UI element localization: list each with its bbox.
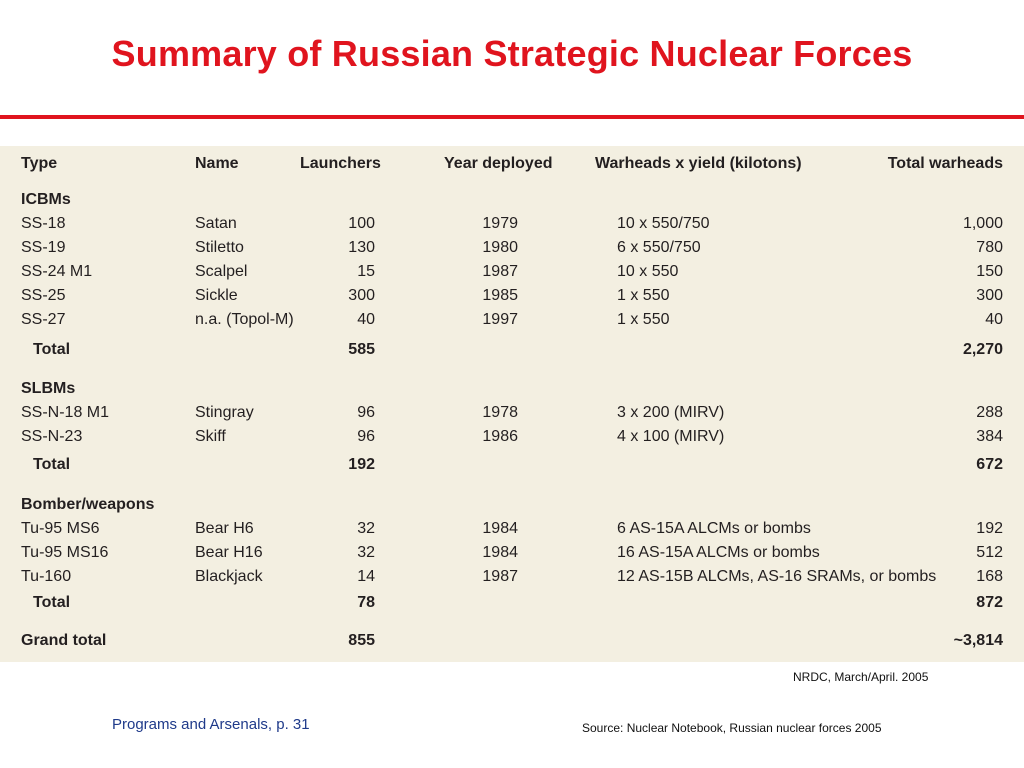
- cell-year: 1984: [482, 544, 518, 561]
- cell-launchers: 130: [348, 239, 375, 256]
- subtotal-row-bomber: [0, 591, 1024, 615]
- cell-warheads: 12 AS-15B ALCMs, AS-16 SRAMs, or bombs: [617, 568, 937, 585]
- programs-link[interactable]: Programs and Arsenals, p. 31: [112, 716, 310, 733]
- cell-year: 1978: [482, 404, 518, 421]
- subtotal-label: Total: [33, 341, 71, 358]
- cell-total: 40: [985, 311, 1003, 328]
- cell-name: n.a. (Topol-M): [195, 311, 294, 328]
- subtotal-launchers: 192: [348, 456, 375, 473]
- cell-total: 288: [976, 404, 1003, 421]
- source-note: Source: Nuclear Notebook, Russian nuclear forces 2005: [582, 721, 882, 735]
- cell-warheads: 10 x 550: [617, 263, 679, 280]
- cell-warheads: 4 x 100 (MIRV): [617, 428, 725, 445]
- cell-year: 1986: [482, 428, 518, 445]
- subtotal-label: Total: [33, 456, 71, 473]
- cell-warheads: 6 x 550/750: [617, 239, 701, 256]
- cell-launchers: 32: [357, 544, 375, 561]
- cell-type: SS-24 M1: [21, 263, 93, 280]
- subtotal-row-slbm: [0, 453, 1024, 477]
- section-heading-slbm: [0, 377, 1024, 401]
- cell-launchers: 96: [357, 428, 375, 445]
- table-row: [0, 425, 1024, 449]
- col-header-launchers: Launchers: [300, 155, 381, 172]
- title-divider: [0, 115, 1024, 119]
- cell-total: 192: [976, 520, 1003, 537]
- table-row: [0, 517, 1024, 541]
- cell-warheads: 1 x 550: [617, 311, 670, 328]
- cell-name: Scalpel: [195, 263, 248, 280]
- col-header-name: Name: [195, 155, 239, 172]
- cell-type: Tu-160: [21, 568, 72, 585]
- grand-total-launchers: 855: [348, 632, 375, 649]
- col-header-type: Type: [21, 155, 58, 172]
- cell-name: Stiletto: [195, 239, 244, 256]
- table-row: [0, 565, 1024, 589]
- table-row: [0, 284, 1024, 308]
- cell-total: 168: [976, 568, 1003, 585]
- cell-type: SS-18: [21, 215, 66, 232]
- cell-year: 1979: [482, 215, 518, 232]
- cell-year: 1980: [482, 239, 518, 256]
- cell-year: 1987: [482, 568, 518, 585]
- table-row: [0, 236, 1024, 260]
- cell-total: 780: [976, 239, 1003, 256]
- cell-launchers: 15: [357, 263, 375, 280]
- cell-name: Bear H6: [195, 520, 254, 537]
- table-row: [0, 401, 1024, 425]
- cell-launchers: 40: [357, 311, 375, 328]
- grand-total-warheads: ~3,814: [953, 632, 1003, 649]
- subtotal-warheads: 2,270: [962, 341, 1003, 358]
- section-label: SLBMs: [21, 380, 76, 397]
- cell-launchers: 300: [348, 287, 375, 304]
- slide-title: Summary of Russian Strategic Nuclear Forces: [111, 33, 913, 74]
- cell-type: SS-19: [21, 239, 66, 256]
- col-header-year: Year deployed: [444, 155, 553, 172]
- cell-name: Bear H16: [195, 544, 263, 561]
- table-header-row: [0, 152, 1024, 176]
- cell-type: SS-N-23: [21, 428, 83, 445]
- cell-launchers: 100: [348, 215, 375, 232]
- cell-total: 384: [976, 428, 1003, 445]
- table-row: [0, 212, 1024, 236]
- cell-year: 1997: [482, 311, 518, 328]
- cell-total: 1,000: [962, 215, 1003, 232]
- subtotal-row-icbm: [0, 338, 1024, 362]
- cell-name: Sickle: [195, 287, 238, 304]
- section-label: Bomber/weapons: [21, 496, 155, 513]
- cell-name: Blackjack: [195, 568, 263, 585]
- table-row: [0, 308, 1024, 332]
- cell-total: 150: [976, 263, 1003, 280]
- subtotal-launchers: 78: [357, 594, 375, 611]
- cell-name: Stingray: [195, 404, 254, 421]
- subtotal-label: Total: [33, 594, 71, 611]
- cell-total: 512: [976, 544, 1003, 561]
- cell-warheads: 6 AS-15A ALCMs or bombs: [617, 520, 811, 537]
- cell-year: 1985: [482, 287, 518, 304]
- cell-launchers: 96: [357, 404, 375, 421]
- cell-type: Tu-95 MS16: [21, 544, 109, 561]
- cell-name: Skiff: [195, 428, 226, 445]
- cell-warheads: 1 x 550: [617, 287, 670, 304]
- cell-year: 1984: [482, 520, 518, 537]
- cell-name: Satan: [195, 215, 237, 232]
- grand-total-row: [0, 629, 1024, 653]
- cell-type: SS-27: [21, 311, 66, 328]
- subtotal-warheads: 672: [976, 456, 1003, 473]
- subtotal-warheads: 872: [976, 594, 1003, 611]
- cell-warheads: 3 x 200 (MIRV): [617, 404, 725, 421]
- section-heading-icbm: [0, 188, 1024, 212]
- cell-total: 300: [976, 287, 1003, 304]
- cell-warheads: 16 AS-15A ALCMs or bombs: [617, 544, 820, 561]
- section-heading-bomber: [0, 493, 1024, 517]
- table-row: [0, 541, 1024, 565]
- cell-launchers: 32: [357, 520, 375, 537]
- cell-type: Tu-95 MS6: [21, 520, 100, 537]
- cell-launchers: 14: [357, 568, 375, 585]
- cell-warheads: 10 x 550/750: [617, 215, 710, 232]
- cell-year: 1987: [482, 263, 518, 280]
- col-header-warheads: Warheads x yield (kilotons): [595, 155, 802, 172]
- grand-total-label: Grand total: [21, 632, 107, 649]
- table-row: [0, 260, 1024, 284]
- cell-type: SS-N-18 M1: [21, 404, 110, 421]
- col-header-total: Total warheads: [887, 155, 1003, 172]
- subtotal-launchers: 585: [348, 341, 375, 358]
- cell-type: SS-25: [21, 287, 66, 304]
- forces-table: [0, 146, 1024, 662]
- section-label: ICBMs: [21, 191, 71, 208]
- credit-note: NRDC, March/April. 2005: [793, 670, 929, 684]
